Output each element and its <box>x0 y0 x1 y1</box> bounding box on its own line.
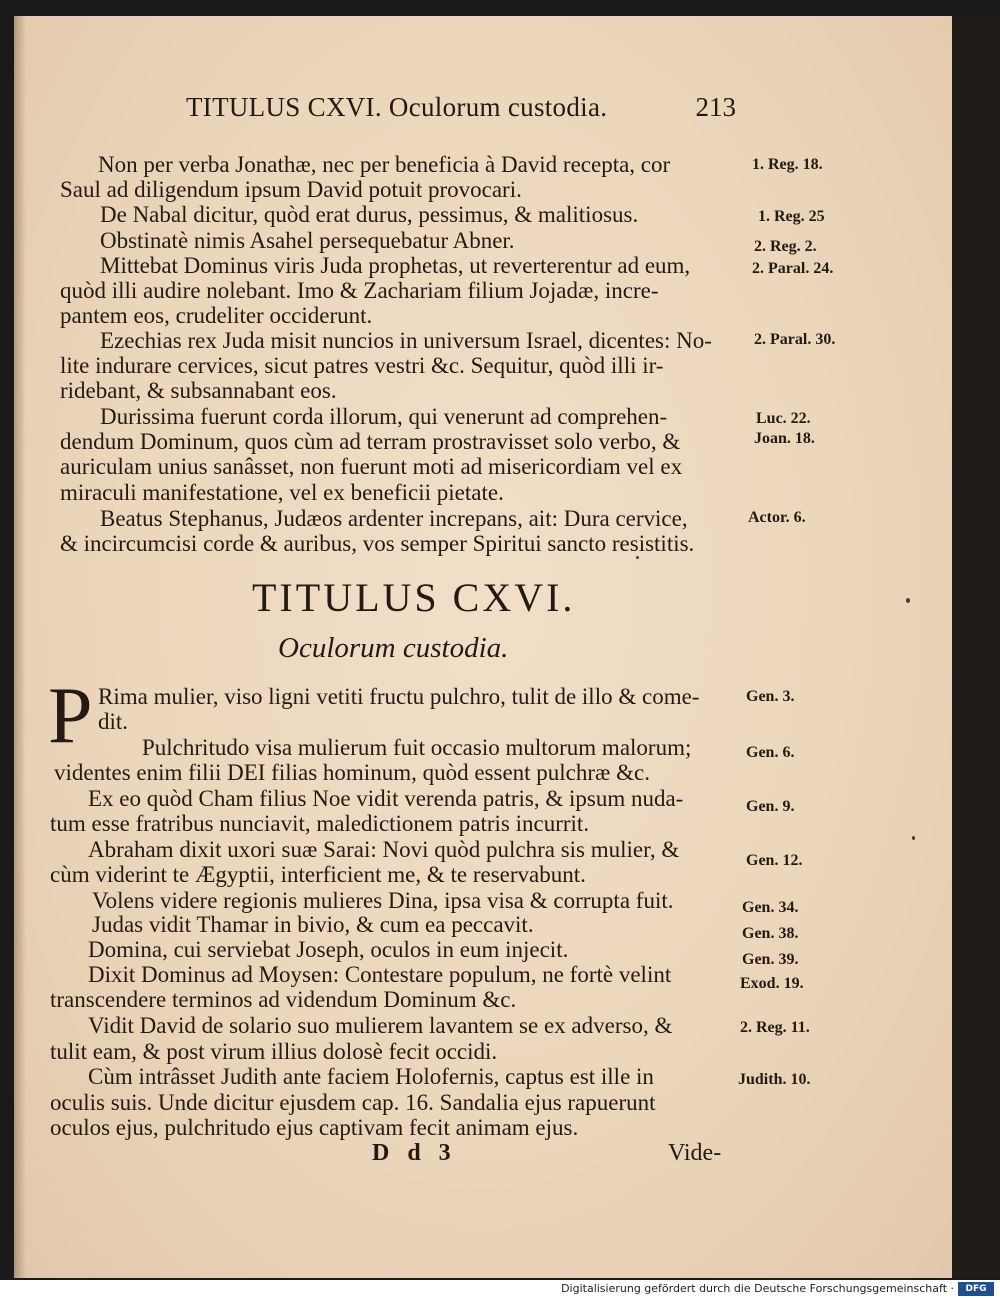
signature-mark: D d 3 <box>372 1140 457 1166</box>
text-line: auriculam unius sanâsset, non fuerunt moti ad misericordiam vel ex <box>60 454 683 479</box>
text-line: Volens videre regionis mulieres Dina, ipsa visa & corrupta fuit. <box>92 888 674 913</box>
margin-reference: Actor. 6. <box>748 509 806 526</box>
section-subtitle: Oculorum custodia. <box>278 632 509 664</box>
text-line: oculos ejus, pulchritudo ejus captivam fecit animam ejus. <box>50 1115 579 1140</box>
page-edge <box>944 16 1000 1278</box>
margin-reference: Gen. 39. <box>742 951 799 968</box>
text-line: videntes enim filii DEI filias hominum, quòd essent pulchræ &c. <box>54 760 650 785</box>
margin-reference: 2. Reg. 11. <box>740 1019 810 1036</box>
digitization-notice: Digitalisierung gefördert durch die Deutsche Forschungsgemeinschaft · <box>561 1282 954 1295</box>
margin-reference: Gen. 38. <box>742 925 799 942</box>
text-line: quòd illi audire nolebant. Imo & Zachariam filium Jojadæ, incre- <box>60 278 659 303</box>
text-line: transcendere terminos ad videndum Dominum &c. <box>50 987 517 1012</box>
catchword: Vide- <box>668 1140 722 1166</box>
text-line: Vidit David de solario suo mulierem lavantem se ex adverso, & <box>88 1013 673 1038</box>
text-line: tulit eam, & post virum illius dolosè fecit occidi. <box>50 1039 498 1064</box>
margin-reference: Gen. 34. <box>742 899 799 916</box>
dfg-logo: DFG <box>958 1282 994 1296</box>
margin-reference: Luc. 22. <box>756 410 811 427</box>
text-line: De Nabal dicitur, quòd erat durus, pessimus, & malitiosus. <box>100 202 639 227</box>
ink-speck <box>912 836 915 840</box>
margin-reference: Exod. 19. <box>740 975 804 992</box>
margin-reference: 2. Reg. 2. <box>754 238 817 255</box>
margin-reference: 1. Reg. 25 <box>758 208 825 225</box>
page-number: 213 <box>695 92 736 122</box>
text-line: Ex eo quòd Cham filius Noe vidit verenda patris, & ipsum nuda- <box>88 786 684 811</box>
margin-reference: Judith. 10. <box>738 1071 811 1088</box>
text-line: dendum Dominum, quos cùm ad terram prostravisset solo verbo, & <box>60 429 681 454</box>
text-line: Dixit Dominus ad Moysen: Contestare populum, ne fortè velint <box>88 962 672 987</box>
margin-reference: Gen. 3. <box>746 688 795 705</box>
text-line: Pulchritudo visa mulierum fuit occasio multorum malorum; <box>142 735 692 760</box>
text-line: dit. <box>98 709 129 734</box>
text-line: ridebant, & subsannabant eos. <box>60 378 337 403</box>
text-line: Rima mulier, viso ligni vetiti fructu pulchro, tulit de illo & come- <box>98 684 700 709</box>
text-line: Mittebat Dominus viris Juda prophetas, ut reverterentur ad eum, <box>100 253 691 278</box>
section-title: TITULUS CXVI. <box>252 575 576 620</box>
margin-reference: Gen. 6. <box>746 744 795 761</box>
text-line: miraculi manifestatione, vel ex beneficii pietate. <box>60 480 504 505</box>
text-line: Cùm intrâsset Judith ante faciem Holofernis, captus est ille in <box>88 1064 654 1089</box>
margin-reference: 2. Paral. 30. <box>754 331 836 348</box>
text-line: Obstinatè nimis Asahel persequebatur Abner. <box>100 228 515 253</box>
digitization-footer <box>0 1280 1000 1298</box>
margin-reference: 2. Paral. 24. <box>752 260 834 277</box>
margin-reference: 1. Reg. 18. <box>752 156 823 173</box>
ink-speck <box>906 598 910 603</box>
text-line: oculis suis. Unde dicitur ejusdem cap. 16. Sandalia ejus rapuerunt <box>50 1090 656 1115</box>
running-head: TITULUS CXVI. Oculorum custodia. <box>186 92 608 122</box>
text-line: cùm viderint te Ægyptii, interficient me, & te reservabunt. <box>50 862 586 887</box>
margin-reference: Gen. 12. <box>746 852 803 869</box>
text-line: Non per verba Jonathæ, nec per beneficia à David recepta, cor <box>98 152 671 177</box>
margin-reference: Joan. 18. <box>754 430 815 447</box>
page-header <box>186 92 756 132</box>
text-line: lite indurare cervices, sicut patres vestri &c. Sequitur, quòd illi ir- <box>60 353 664 378</box>
text-line: & incircumcisi corde & auribus, vos semper Spiritui sancto resistitis. <box>60 531 695 556</box>
ink-speck <box>636 556 639 559</box>
text-line: Domina, cui serviebat Joseph, oculos in eum injecit. <box>88 937 569 962</box>
text-line: Durissima fuerunt corda illorum, qui venerunt ad comprehen- <box>100 404 668 429</box>
text-line: Judas vidit Thamar in bivio, & cum ea peccavit. <box>92 912 534 937</box>
text-line: Beatus Stephanus, Judæos ardenter increpans, ait: Dura cervice, <box>100 506 688 531</box>
text-line: pantem eos, crudeliter occiderunt. <box>60 303 373 328</box>
text-line: tum esse fratribus nunciavit, maledictionem patris incurrit. <box>50 811 590 836</box>
text-line: Abraham dixit uxori suæ Sarai: Novi quòd pulchra sis mulier, & <box>88 837 680 862</box>
text-line: Saul ad diligendum ipsum David potuit provocari. <box>60 177 522 202</box>
drop-cap-initial: P <box>48 672 93 760</box>
gutter-shadow <box>14 16 26 1278</box>
margin-reference: Gen. 9. <box>746 798 795 815</box>
text-line: Ezechias rex Juda misit nuncios in universum Israel, dicentes: No- <box>100 328 712 353</box>
